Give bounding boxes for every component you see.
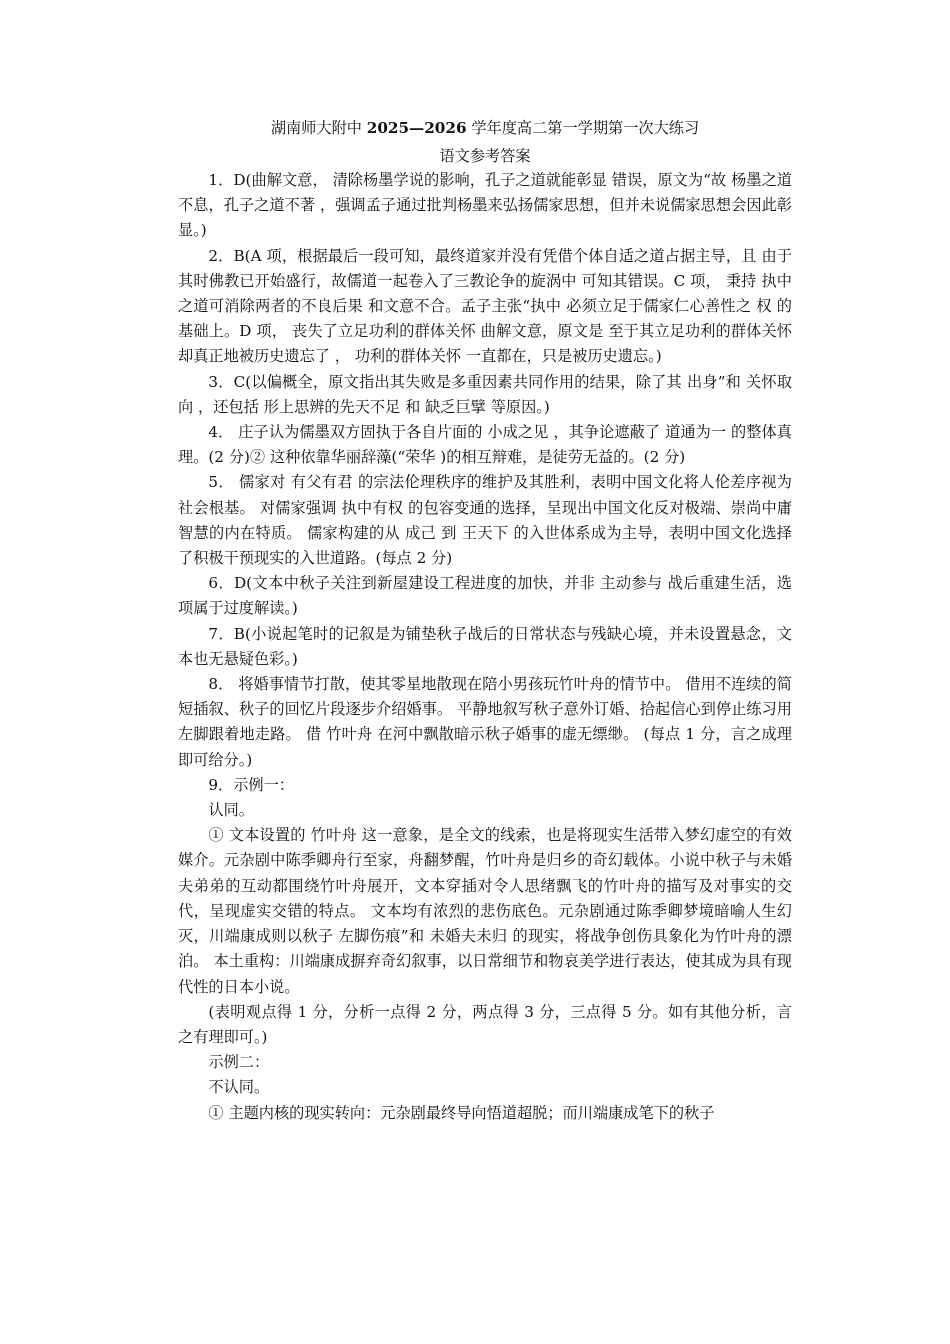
document-page <box>178 112 792 1126</box>
answer-8: 8． 将婚事情节打散，使其零星地散现在陪小男孩玩竹叶舟的情节中。 借用不连续的简短插叙、秋子的回忆片段逐步介绍婚事。 平静地叙写秋子意外订婚、拾起信心到停止练习用左脚跟着地走路。 借 竹叶舟 在河中飘散暗示秋子婚事的虚无缥缈。 (每点 1 分，言之成理即可给分。) <box>178 675 792 769</box>
title-years: 2025—2026 <box>366 119 467 137</box>
example-2-stance: 不认同。 <box>208 1078 270 1097</box>
example-2-label: 示例二： <box>208 1053 270 1072</box>
answer-3: 3．C(以偏概全，原文指出其失败是多重因素共同作用的结果，除了其 出身”和 关怀取向 ，还包括 形上思辨的先天不足 和 缺乏巨擘 等原因。) <box>178 372 792 416</box>
example-1-stance: 认同。 <box>208 801 254 820</box>
title-prefix: 湖南师大附中 <box>270 119 367 137</box>
document-subtitle: 语文参考答案 <box>439 147 531 165</box>
title-suffix: 学年度高二第一学期第一次大练习 <box>466 119 700 137</box>
answer-9-label: 9．示例一： <box>208 775 294 794</box>
answer-2: 2．B(A 项，根据最后一段可知，最终道家并没有凭借个体自适之道占据主导，且 由于其时佛教已开始盛行，故儒道一起卷入了三教论争的旋涡中 可知其错误。C 项， 秉持 执中 之道可消除两者的不良后果 和文意不合。孟子主张“执中 必须立足于儒家仁心善性之 权 的基础上。D 项， 丧失了立足功利的群体关怀 曲解文意，原文是 至于其立足功利的群体关怀却真正地被历史遗忘了 ， 功利的群体关怀 一直都在，只是被历史遗忘。) <box>178 246 792 366</box>
answer-6: 6．D(文本中秋子关注到新屋建设工程进度的加快，并非 主动参与 战后重建生活，选项属于过度解读。) <box>178 574 792 618</box>
answer-7: 7．B(小说起笔时的记叙是为铺垫秋子战后的日常状态与残缺心境，并未设置悬念，文本也无悬疑色彩。) <box>178 624 792 668</box>
example-1-body: ① 文本设置的 竹叶舟 这一意象，是全文的线索，也是将现实生活带入梦幻虚空的有效媒介。元杂剧中陈季卿舟行至家，舟翻梦醒，竹叶舟是归乡的奇幻载体。小说中秋子与未婚夫弟弟的互动都围绕竹叶舟展开，文本穿插对令人思绪飘飞的竹叶舟的描写及对事实的交代，呈现虚实交错的特点。 文本均有浓烈的悲伤底色。元杂剧通过陈季卿梦境暗喻人生幻灭，川端康成则以秋子 左脚伤痕”和 未婚夫未归 的现实，将战争创伤具象化为竹叶舟的漂泊。 本土重构：川端康成摒弃奇幻叙事，以日常细节和物哀美学进行表达，使其成为具有现代性的日本小说。 <box>178 826 792 996</box>
answer-1: 1．D(曲解文意， 清除杨墨学说的影响，孔子之道就能彰显 错误，原文为“故 杨墨之道不息，孔子之道不著 ，强调孟子通过批判杨墨来弘扬儒家思想，但并未说儒家思想会因此彰显。) <box>178 171 792 240</box>
answer-4: 4． 庄子认为儒墨双方固执于各自片面的 小成之见 ，其争论遮蔽了 道通为一 的整体真理。(2 分)② 这种依靠华丽辞藻(“荣华 )的相互辩难，是徒劳无益的。(2 分) <box>178 423 792 467</box>
scoring-note: (表明观点得 1 分，分析一点得 2 分，两点得 3 分，三点得 5 分。如有其他分析，言之有理即可。) <box>178 1002 792 1046</box>
document-title <box>178 116 792 140</box>
example-2-body: ① 主题内核的现实转向：元杂剧最终导向悟道超脱；而川端康成笔下的秋子 <box>208 1103 715 1122</box>
answer-5: 5． 儒家对 有父有君 的宗法伦理秩序的维护及其胜利，表明中国文化将人伦差序视为社会根基。 对儒家强调 执中有权 的包容变通的选择，呈现出中国文化反对极端、崇尚中庸智慧的内在特质。 儒家构建的从 成己 到 王天下 的入世体系成为主导，表明中国文化选择了积极干预现实的入世道路。(每点 2 分) <box>178 473 792 568</box>
